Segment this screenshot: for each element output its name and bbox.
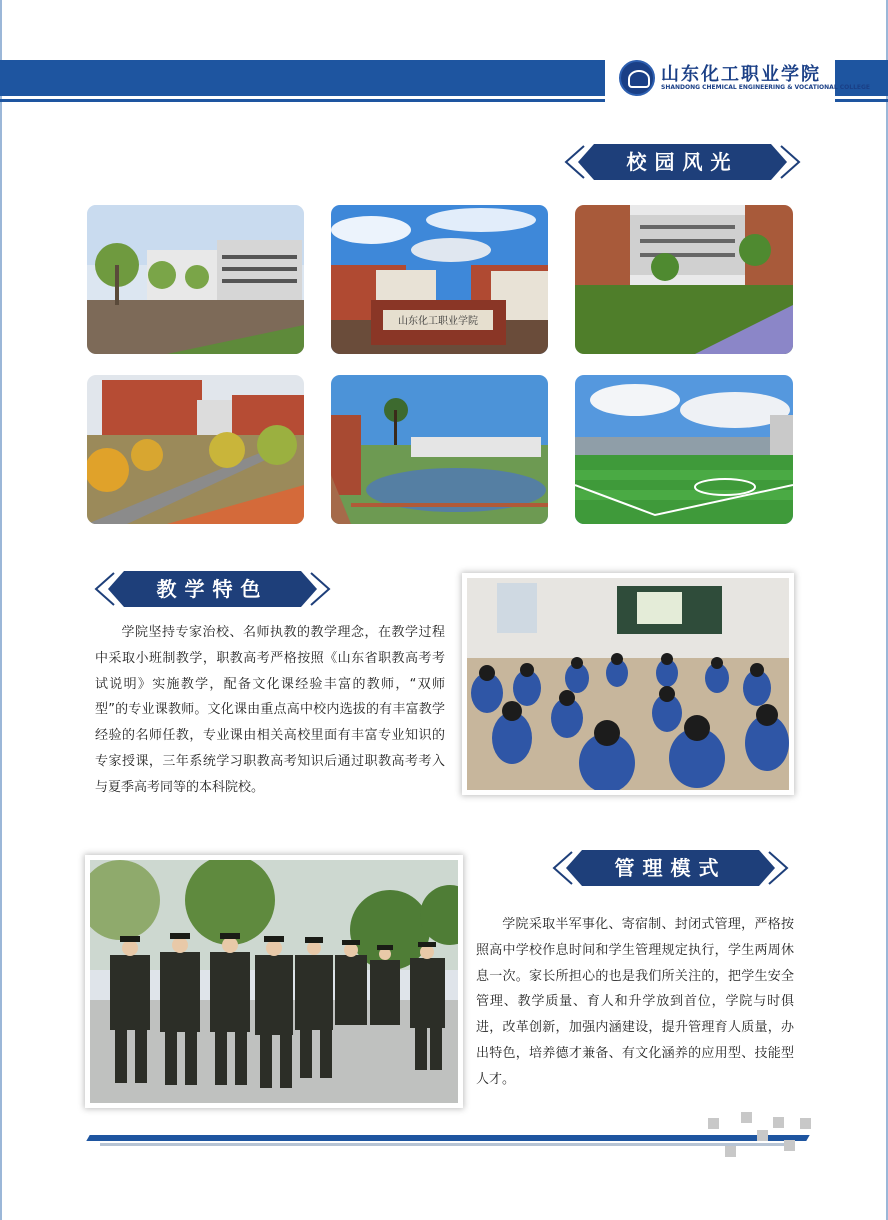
military-march-photo — [90, 860, 458, 1103]
teaching-paragraph — [95, 620, 445, 801]
classroom-photo — [467, 578, 789, 790]
management-paragraph — [476, 912, 794, 1093]
gate-sign-text: 山东化工职业学院 — [398, 316, 478, 327]
campus-photo-buildings — [87, 205, 304, 354]
footer-shadow-line — [100, 1143, 790, 1146]
school-emblem-icon — [619, 60, 655, 96]
header-underline-right — [835, 99, 888, 102]
school-logo — [605, 54, 871, 102]
campus-section-ribbon — [560, 144, 805, 180]
footer-bar — [86, 1135, 809, 1141]
campus-photo-football-field — [575, 375, 793, 524]
management-title: 管理模式 — [582, 850, 759, 886]
header-underline — [0, 99, 605, 102]
school-name-cn: 山东化工职业学院 — [661, 64, 821, 85]
campus-photo-autumn-road — [87, 375, 304, 524]
campus-title: 校园风光 — [594, 144, 771, 180]
school-name-en: SHANDONG CHEMICAL ENGINEERING & VOCATIONAL COLLEGE — [661, 84, 871, 91]
teaching-title: 教学特色 — [124, 571, 301, 607]
management-text: 学院采取半军事化、寄宿制、封闭式管理，严格按照高中学校作息时间和学生管理规定执行，学生两周休息一次。家长所担心的也是我们所关注的，把学生安全管理、教学质量、育人和升学放到首位，学院与时俱进，改革创新，加强内涵建设，提升管理育人质量，办出特色，培养德才兼备、有文化涵养的应用型、技能型人才。 — [476, 917, 794, 1087]
teaching-section-ribbon — [90, 571, 335, 607]
campus-photo-courtyard — [575, 205, 793, 354]
campus-photo-gate — [331, 205, 548, 354]
teaching-text: 学院坚持专家治校、名师执教的教学理念，在教学过程中采取小班制教学，职教高考严格按照《山东省职教高考考试说明》实施教学，配备文化课经验丰富的教师，“双师型”的专业课教师。文化课由重点高中校内选拔的有丰富教学经验的名师任教，专业课由相关高校里面有丰富专业知识的专家授课，三年系统学习职教高考知识后通过职教高考考入与夏季高考同等的本科院校。 — [95, 625, 445, 795]
campus-photo-pond — [331, 375, 548, 524]
management-section-ribbon — [548, 850, 793, 886]
